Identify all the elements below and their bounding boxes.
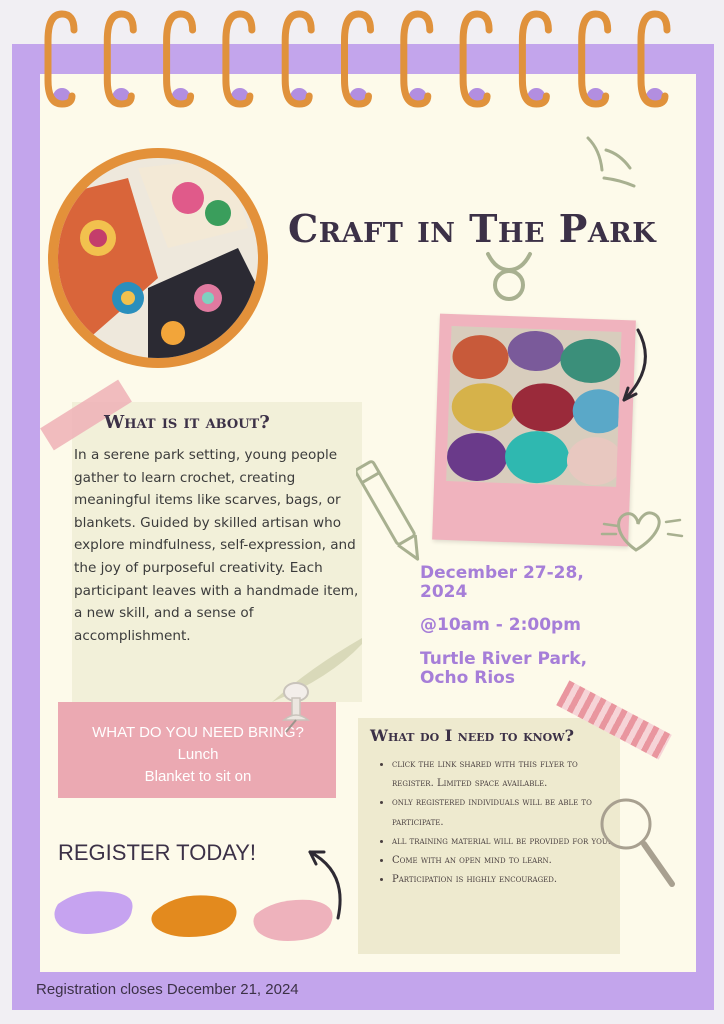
know-item: • click the link shared with this flyer to register. Limited space available. [392,755,618,793]
taurus-symbol-icon [484,248,534,304]
event-date-line-1: December 27-28, [420,563,584,583]
know-list [378,755,618,889]
sparkle-lines-icon [580,130,640,192]
paint-swatch [148,886,244,946]
magnifier-icon [596,792,680,892]
know-item: • Come with an open mind to learn. [392,851,618,870]
event-date [420,564,584,602]
pushpin-icon [272,680,316,734]
yarn-photo [446,326,621,487]
paint-swatch [250,890,340,950]
know-item: • only registered individuals will be able to participate. [392,793,618,831]
pencil-icon [356,452,426,570]
heart-icon [596,500,686,560]
about-body: In a serene park setting, young people gather to learn crochet, creating meaningful items like scarves, bags, or blankets. Guided by skilled artisan who explore mindfulness, self-expression, and the joy of purposeful creativity. Each participant leaves with a handmade item, a new skill, and a sense of accomplishment. [74,447,359,644]
bring-item: Blanket to sit on [144,768,252,785]
know-item: • Participation is highly encouraged. [392,870,618,889]
event-time: @10am - 2:00pm [420,615,581,635]
crochet-photo [58,158,258,358]
crochet-photo-frame [48,148,268,368]
flyer-title: Craft in The Park [288,206,657,251]
event-date-line-2: 2024 [420,582,468,602]
know-heading: What do I need to know? [370,726,574,745]
know-item: • all training material will be provided for you. [392,832,618,851]
register-cta: REGISTER TODAY! [58,840,257,865]
curved-arrow-icon [600,326,660,416]
event-location-line-2: Ocho Rios [420,668,515,688]
bring-item: Lunch [177,746,219,763]
bring-heading: WHAT DO YOU NEED BRING? [92,724,304,741]
event-location-line-1: Turtle River Park, [420,649,588,669]
event-location [420,650,587,688]
about-heading: What is it about? [104,412,270,433]
spiral-rings-icon [0,0,724,110]
spiral-binding [0,0,724,110]
registration-deadline: Registration closes December 21, 2024 [36,981,299,998]
paint-swatch [50,882,140,942]
